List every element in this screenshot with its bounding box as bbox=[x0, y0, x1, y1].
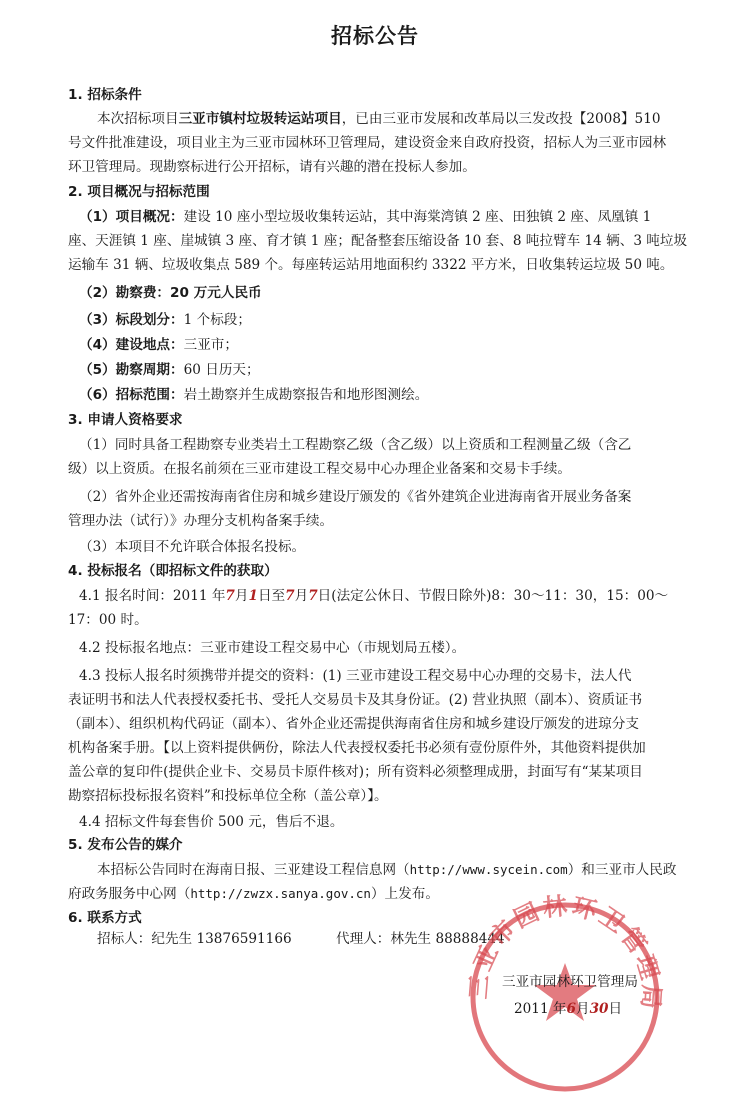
media-line-1: 本招标公告同时在海南日报、三亚建设工程信息网（http://www.sycein.com）和三亚市人民政 bbox=[97, 862, 677, 878]
materials-line-2: 表证明书和法人代表授权委托书、受托人交易员卡及其身份证。(2) 营业执照（副本）、资质证书 bbox=[68, 692, 643, 708]
tenderer-contact: 招标人：纪先生 13876591166 bbox=[97, 931, 292, 947]
project-overview-line-1: （1）项目概况：建设 10 座小型垃圾收集转运站，其中海棠湾镇 2 座、田独镇 2 座、凤凰镇 1 bbox=[79, 209, 652, 225]
project-overview-line-2: 座、天涯镇 1 座、崖城镇 3 座、育才镇 1 座；配备整套压缩设备 10 套、8 吨拉臂车 14 辆、3 吨垃圾 bbox=[68, 233, 688, 249]
qualification-2-line-2: 管理办法（试行）》办理分支机构备案手续。 bbox=[68, 513, 334, 529]
tender-scope: （6）招标范围：岩土勘察并生成勘察报告和地形图测绘。 bbox=[79, 387, 429, 403]
materials-line-1: 4.3 投标人报名时须携带并提交的资料：(1) 三亚市建设工程交易中心办理的交易卡，法人代 bbox=[79, 668, 632, 684]
survey-fee: （2）勘察费：20 万元人民币 bbox=[79, 285, 262, 301]
registration-location: 4.2 投标报名地点：三亚市建设工程交易中心（市规划局五楼）。 bbox=[79, 640, 466, 656]
qualification-1-line-1: （1）同时具备工程勘察专业类岩土工程勘察乙级（含乙级）以上资质和工程测量乙级（含乙 bbox=[79, 437, 632, 453]
sycein-url: http://www.sycein.com bbox=[409, 862, 568, 877]
registration-time-line-2: 17：00 时。 bbox=[68, 612, 148, 628]
section-5-heading: 5. 发布公告的媒介 bbox=[68, 837, 183, 853]
project-overview-line-3: 运输车 31 辆、垃圾收集点 589 个。每座转运站用地面积约 3322 平方米，日收集转运垃圾 50 吨。 bbox=[68, 257, 674, 273]
section-6-heading: 6. 联系方式 bbox=[68, 910, 142, 926]
media-line-2: 府政务服务中心网（http://zwzx.sanya.gov.cn）上发布。 bbox=[68, 886, 439, 902]
materials-line-6: 勘察招标投标报名资料”和投标单位全称（盖公章）】。 bbox=[68, 788, 388, 804]
section-3-heading: 3. 申请人资格要求 bbox=[68, 412, 183, 428]
survey-period: （5）勘察周期：60 日历天； bbox=[79, 362, 260, 378]
issue-date: 2011 年6月30日 bbox=[514, 1001, 623, 1017]
svg-text:三亚市园林环卫管理局: 三亚市园林环卫管理局 bbox=[463, 890, 667, 1013]
materials-line-4: 机构备案手册。【以上资料提供俩份，除法人代表授权委托书必须有壹份原件外，其他资料提供加 bbox=[68, 740, 646, 756]
section-1-para-line-1: 本次招标项目三亚市镇村垃圾转运站项目，已由三亚市发展和改革局以三发改投【2008】510 bbox=[97, 111, 661, 127]
agent-contact: 代理人：林先生 88888444 bbox=[336, 931, 505, 947]
materials-line-5: 盖公章的复印件(提供企业卡、交易员卡原件核对)；所有资料必须整理成册，封面写有“某某项目 bbox=[68, 764, 643, 780]
section-1-para-line-3: 环卫管理局。现勘察标进行公开招标，请有兴趣的潜在投标人参加。 bbox=[68, 159, 476, 175]
registration-time-line-1: 4.1 报名时间：2011 年7月1日至7月7日(法定公休日、节假日除外)8：30～11：30，15：00～ bbox=[79, 588, 669, 604]
section-1-para-line-2: 号文件批准建设，项目业主为三亚市园林环卫管理局，建设资金来自政府投资，招标人为三亚市园林 bbox=[68, 135, 667, 151]
qualification-1-line-2: 级）以上资质。在报名前须在三亚市建设工程交易中心办理企业备案和交易卡手续。 bbox=[68, 461, 571, 477]
section-1-heading: 1. 招标条件 bbox=[68, 87, 142, 103]
lot-division: （3）标段划分：1 个标段； bbox=[79, 312, 251, 328]
document-price: 4.4 招标文件每套售价 500 元，售后不退。 bbox=[79, 814, 344, 830]
qualification-3: （3）本项目不允许联合体报名投标。 bbox=[79, 539, 306, 555]
construction-site: （4）建设地点：三亚市； bbox=[79, 337, 238, 353]
page-title: 招标公告 bbox=[331, 24, 419, 48]
zwzx-url: http://zwzx.sanya.gov.cn bbox=[190, 886, 371, 901]
section-2-heading: 2. 项目概况与招标范围 bbox=[68, 184, 210, 200]
section-4-heading: 4. 投标报名（即招标文件的获取） bbox=[68, 563, 278, 579]
issuing-organization: 三亚市园林环卫管理局 bbox=[502, 974, 638, 990]
qualification-2-line-1: （2）省外企业还需按海南省住房和城乡建设厅颁发的《省外建筑企业进海南省开展业务备案 bbox=[79, 489, 632, 505]
materials-line-3: （副本）、组织机构代码证（副本）、省外企业还需提供海南省住房和城乡建设厅颁发的进琼分支 bbox=[68, 716, 639, 732]
